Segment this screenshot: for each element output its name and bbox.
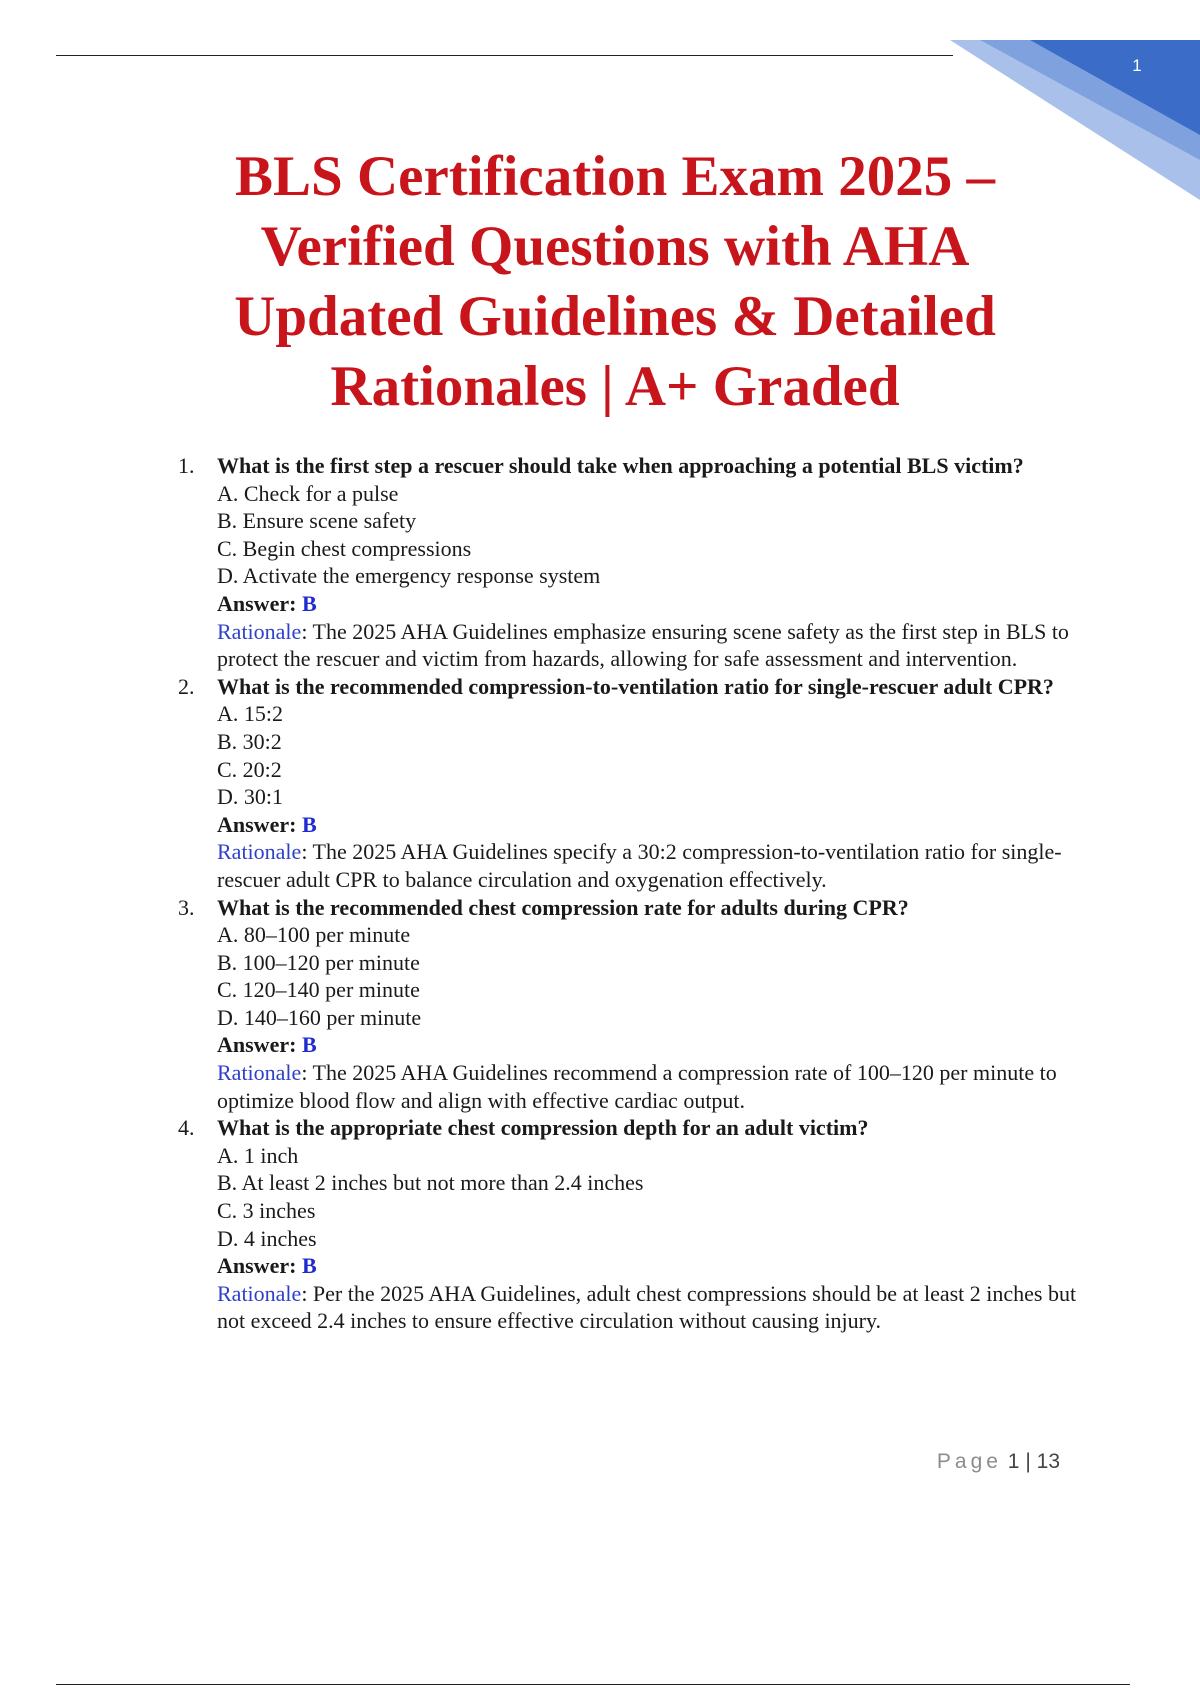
option: A. 15:2 xyxy=(217,701,283,727)
rationale-text: : The 2025 AHA Guidelines emphasize ensuring scene safety as the first step in BLS to protect the rescuer and victim from hazards, allowing for safe assessment and intervention. xyxy=(217,618,1069,672)
rationale-label: Rationale xyxy=(217,1060,302,1086)
answer-letter: B xyxy=(301,1253,317,1279)
answer-label: Answer: xyxy=(217,590,297,616)
rationale xyxy=(217,618,1080,673)
option: D. Activate the emergency response system xyxy=(217,563,601,589)
title-line: Verified Questions with AHA xyxy=(260,215,970,278)
question-text: What is the recommended chest compression rate for adults during CPR? xyxy=(217,894,909,920)
header-page-number: 1 xyxy=(1132,56,1142,75)
answer-line xyxy=(217,1252,1080,1280)
footer-separator: | xyxy=(1025,1450,1031,1473)
rationale-text: : The 2025 AHA Guidelines recommend a compression rate of 100–120 per minute to optimize blood flow and align with effective cardiac output. xyxy=(217,1060,1057,1113)
option: D. 140–160 per minute xyxy=(217,1004,422,1030)
answer-letter: B xyxy=(301,1032,317,1058)
question-number: 1. xyxy=(178,453,195,478)
option: C. Begin chest compressions xyxy=(217,535,472,561)
answer-line xyxy=(217,590,1080,618)
rationale xyxy=(217,1059,1080,1114)
document-title xyxy=(150,142,1080,422)
answer-letter: B xyxy=(301,811,317,837)
option: C. 20:2 xyxy=(217,756,282,782)
question-item xyxy=(160,452,1080,673)
question-number: 3. xyxy=(178,894,195,920)
question-item xyxy=(160,673,1080,894)
question-text: What is the recommended compression-to-ventilation ratio for single-rescuer adult CPR? xyxy=(217,673,1054,699)
answer-label: Answer: xyxy=(217,1032,297,1058)
option: A. 80–100 per minute xyxy=(217,922,411,948)
option: D. 4 inches xyxy=(217,1225,317,1251)
rationale-label: Rationale xyxy=(217,839,302,865)
rationale-label: Rationale xyxy=(217,1280,302,1306)
page-footer xyxy=(860,1450,1060,1474)
option: C. 120–140 per minute xyxy=(217,977,420,1003)
answer-label: Answer: xyxy=(217,1253,297,1279)
title-line: BLS Certification Exam 2025 – xyxy=(235,145,995,208)
rationale-label: Rationale xyxy=(217,618,302,644)
rationale-text: : The 2025 AHA Guidelines specify a 30:2 compression-to-ventilation ratio for single-rescuer adult CPR to balance circulation and oxygenation effectively. xyxy=(217,839,1062,892)
question-number: 4. xyxy=(178,1115,195,1141)
question-text: What is the appropriate chest compression depth for an adult victim? xyxy=(217,1115,869,1141)
footer-total-pages: 13 xyxy=(1036,1450,1060,1473)
footer-current-page: 1 xyxy=(1007,1450,1020,1473)
question-list xyxy=(160,452,1080,1335)
option: C. 3 inches xyxy=(217,1198,316,1224)
answer-line xyxy=(217,1031,1080,1059)
answer-letter: B xyxy=(301,590,317,616)
question-item xyxy=(160,894,1080,1115)
option: D. 30:1 xyxy=(217,784,283,810)
question-item xyxy=(160,1114,1080,1335)
title-line: Rationales | A+ Graded xyxy=(330,355,900,418)
option: A. Check for a pulse xyxy=(217,480,399,506)
answer-line xyxy=(217,811,1080,839)
option: B. 30:2 xyxy=(217,728,282,754)
rationale-text: : Per the 2025 AHA Guidelines, adult chest compressions should be at least 2 inches but not exceed 2.4 inches to ensure effective circulation without causing injury. xyxy=(217,1280,1077,1334)
header-rule xyxy=(56,55,953,56)
rationale xyxy=(217,838,1080,893)
option: B. At least 2 inches but not more than 2.4 inches xyxy=(217,1170,644,1196)
footer-page-word: Page xyxy=(936,1450,1002,1473)
option: B. Ensure scene safety xyxy=(217,508,417,534)
option: A. 1 inch xyxy=(217,1142,299,1168)
rationale xyxy=(217,1280,1080,1335)
answer-label: Answer: xyxy=(217,811,297,837)
option: B. 100–120 per minute xyxy=(217,949,420,975)
footer-rule xyxy=(56,1684,1130,1685)
title-line: Updated Guidelines & Detailed xyxy=(234,285,996,348)
question-number: 2. xyxy=(178,673,195,699)
question-text: What is the first step a rescuer should take when approaching a potential BLS victim? xyxy=(217,453,1024,478)
